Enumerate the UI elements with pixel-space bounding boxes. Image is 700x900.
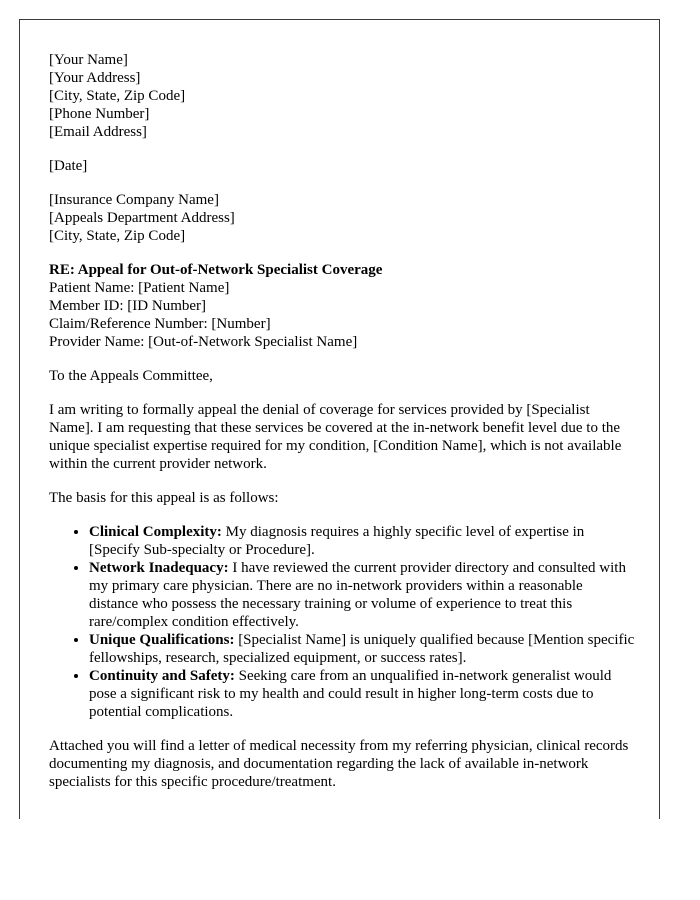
- sender-phone: [Phone Number]: [49, 106, 150, 122]
- basis-item-title: Continuity and Safety:: [89, 668, 235, 684]
- reference-block: [49, 261, 635, 351]
- list-item: [89, 559, 635, 631]
- provider-name-line: Provider Name: [Out-of-Network Specialist Name]: [49, 334, 358, 350]
- list-item: [89, 667, 635, 721]
- recipient-city-state-zip: [City, State, Zip Code]: [49, 228, 186, 244]
- basis-item-title: Unique Qualifications:: [89, 632, 235, 648]
- basis-item-title: Network Inadequacy:: [89, 560, 229, 576]
- basis-item-text: Seeking care from an unqualified in-network generalist would pose a significant risk to my health and could result in higher long-term costs due to potential complications.: [89, 668, 612, 720]
- list-item: [89, 631, 635, 667]
- subject-line: RE: Appeal for Out-of-Network Specialist Coverage: [49, 262, 383, 278]
- intro-paragraph: I am writing to formally appeal the denial of coverage for services provided by [Specialist Name]. I am requesting that these services be covered at the in-network benefit level due to the unique specialist expertise required for my condition, [Condition Name], which is not available within the current provider network.: [49, 402, 622, 472]
- basis-list: [49, 523, 635, 721]
- recipient-company: [Insurance Company Name]: [49, 192, 219, 208]
- patient-name-line: Patient Name: [Patient Name]: [49, 280, 230, 296]
- letter-content: [49, 51, 635, 791]
- member-id-line: Member ID: [ID Number]: [49, 298, 207, 314]
- date-block: [49, 157, 635, 175]
- letter-date: [Date]: [49, 158, 88, 174]
- basis-item-text: I have reviewed the current provider directory and consulted with my primary care physician. There are no in-network providers within a reasonable distance who possess the necessary training or volume of experience to treat this rare/complex condition effectively.: [89, 560, 626, 630]
- basis-item-text: My diagnosis requires a highly specific level of expertise in [Specify Sub-specialty or Procedure].: [89, 524, 585, 558]
- recipient-block: [49, 191, 635, 245]
- recipient-department-address: [Appeals Department Address]: [49, 210, 235, 226]
- salutation: To the Appeals Committee,: [49, 368, 213, 384]
- sender-city-state-zip: [City, State, Zip Code]: [49, 88, 186, 104]
- letter-page: [19, 19, 660, 819]
- sender-name: [Your Name]: [49, 52, 128, 68]
- list-item: [89, 523, 635, 559]
- sender-block: [49, 51, 635, 141]
- basis-item-text: [Specialist Name] is uniquely qualified because [Mention specific fellowships, research, specialized equipment, or success rates].: [89, 632, 635, 666]
- sender-address: [Your Address]: [49, 70, 141, 86]
- basis-item-title: Clinical Complexity:: [89, 524, 222, 540]
- sender-email: [Email Address]: [49, 124, 147, 140]
- claim-number-line: Claim/Reference Number: [Number]: [49, 316, 271, 332]
- basis-intro: The basis for this appeal is as follows:: [49, 490, 279, 506]
- attachments-paragraph: Attached you will find a letter of medical necessity from my referring physician, clinical records documenting my diagnosis, and documentation regarding the lack of available in-network specialists for this specific procedure/treatment.: [49, 738, 629, 790]
